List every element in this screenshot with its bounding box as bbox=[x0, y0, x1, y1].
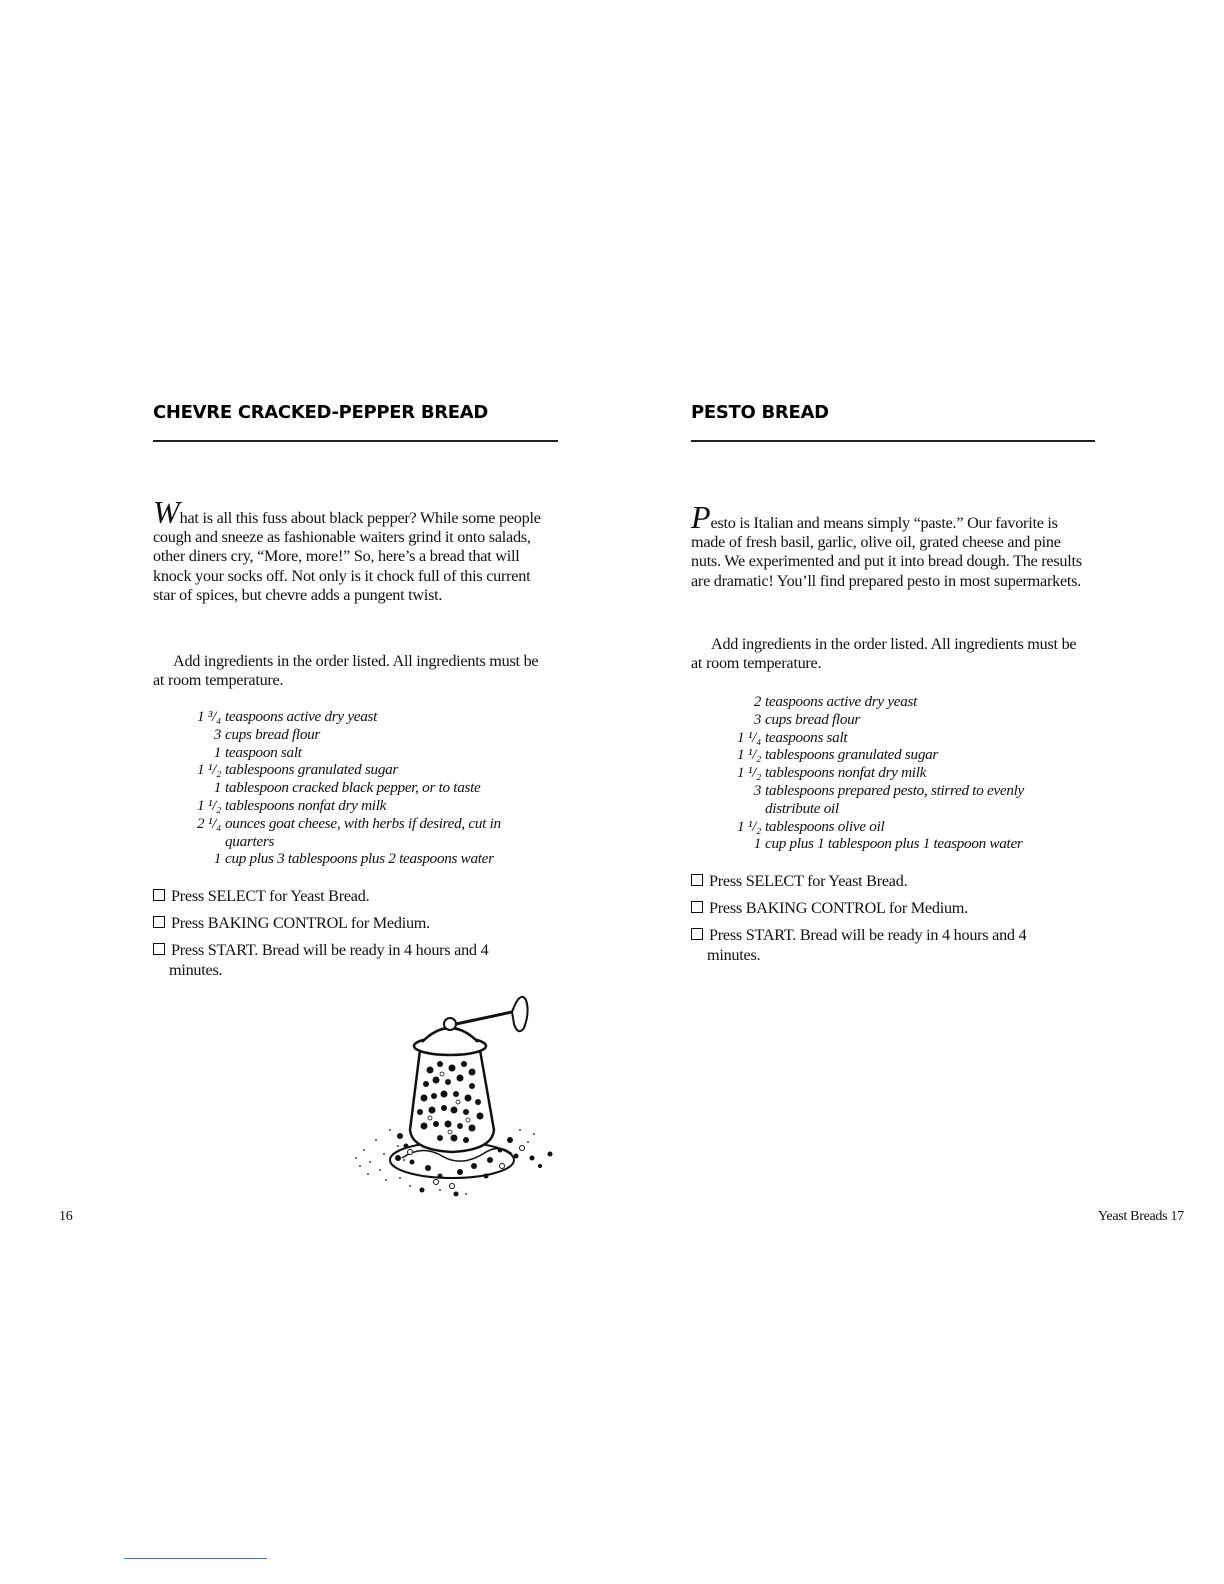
recipe-intro bbox=[691, 499, 1091, 591]
ingredient-qty: 1 ¹/₂ bbox=[737, 817, 761, 835]
ingredient-desc: tablespoons nonfat dry milk bbox=[765, 764, 927, 782]
ingredient-qty: 1 bbox=[213, 743, 221, 761]
recipe-title: PESTO BREAD bbox=[691, 402, 829, 423]
ingredient-desc: cup plus 1 tablespoon plus 1 teaspoon water bbox=[765, 835, 1023, 853]
ingredient-desc: tablespoons granulated sugar bbox=[765, 746, 939, 764]
ingredient-qty: 3 bbox=[753, 710, 761, 728]
step-list bbox=[153, 887, 539, 988]
step-item bbox=[691, 926, 1077, 964]
recipe-instructions: Add ingredients in the order listed. All ingredients must be at room temperature. bbox=[691, 635, 1077, 673]
ingredient-desc: ounces goat cheese, with herbs if desired, cut in quarters bbox=[225, 814, 501, 850]
ingredient-item bbox=[181, 815, 525, 851]
ingredient-desc: tablespoons granulated sugar bbox=[225, 761, 399, 779]
ingredient-qty: 3 bbox=[753, 781, 761, 799]
pepper-grinder-icon bbox=[340, 990, 560, 1200]
step-text: Press SELECT for Yeast Bread. bbox=[171, 887, 370, 905]
ingredient-desc: cups bread flour bbox=[765, 710, 861, 728]
page-number: Yeast Breads 17 bbox=[1098, 1209, 1184, 1224]
step-text: Press SELECT for Yeast Bread. bbox=[709, 872, 908, 890]
title-rule bbox=[691, 440, 1095, 442]
ingredient-qty: 1 ¹/₄ bbox=[737, 728, 761, 746]
ingredient-desc: tablespoons olive oil bbox=[765, 817, 885, 835]
ingredient-list bbox=[181, 708, 525, 868]
ingredient-desc: teaspoons active dry yeast bbox=[765, 693, 918, 710]
ingredient-desc: tablespoons prepared pesto, stirred to evenly distribute oil bbox=[765, 781, 1024, 817]
step-item bbox=[691, 872, 1077, 891]
checkbox-icon bbox=[691, 874, 703, 886]
ingredient-item bbox=[721, 729, 1065, 747]
ingredient-qty: 1 bbox=[753, 835, 761, 853]
ingredient-desc: teaspoons active dry yeast bbox=[225, 708, 378, 725]
checkbox-icon bbox=[153, 916, 165, 928]
ingredient-item bbox=[181, 726, 525, 744]
ingredient-qty: 1 ³/₄ bbox=[197, 708, 221, 725]
ingredient-item bbox=[721, 764, 1065, 782]
ingredient-desc: tablespoon cracked black pepper, or to taste bbox=[225, 779, 481, 797]
step-text: Press BAKING CONTROL for Medium. bbox=[171, 914, 430, 933]
page-number: 16 bbox=[59, 1209, 73, 1224]
ingredient-item bbox=[721, 693, 1065, 711]
ingredient-item bbox=[721, 746, 1065, 764]
checkbox-icon bbox=[691, 928, 703, 940]
ingredient-list bbox=[721, 693, 1065, 853]
ingredient-qty: 1 ¹/₂ bbox=[737, 764, 761, 782]
ingredient-desc: teaspoon salt bbox=[225, 743, 302, 761]
ingredient-item bbox=[181, 761, 525, 779]
divider-line bbox=[124, 1558, 267, 1559]
ingredient-item bbox=[721, 782, 1065, 818]
step-item bbox=[153, 941, 539, 979]
ingredient-item bbox=[721, 818, 1065, 836]
ingredient-item bbox=[181, 708, 525, 726]
ingredient-qty: 2 bbox=[753, 693, 761, 710]
ingredient-qty: 1 ¹/₂ bbox=[197, 761, 221, 779]
ingredient-item bbox=[181, 797, 525, 815]
ingredient-desc: tablespoons nonfat dry milk bbox=[225, 796, 387, 814]
intro-text: hat is all this fuss about black pepper? While some people cough and sneeze as fashionable waiters grind it onto salads, other diners cry, “More, more!” So, here’s a bread that will knock your socks off. Not only is it chock full of this current star of spices, but chevre adds a pungent twist. bbox=[153, 509, 541, 604]
intro-text: esto is Italian and means simply “paste.” Our favorite is made of fresh basil, garlic, olive oil, grated cheese and pine nuts. We experimented and put it into bread dough. The results are dramatic! You’ll find prepared pesto in most supermarkets. bbox=[691, 514, 1082, 590]
ingredient-item bbox=[181, 779, 525, 797]
drop-cap: W bbox=[153, 494, 180, 530]
checkbox-icon bbox=[153, 889, 165, 901]
ingredient-item bbox=[721, 835, 1065, 853]
checkbox-icon bbox=[691, 901, 703, 913]
step-text: Press START. Bread will be ready in 4 hours and 4 minutes. bbox=[707, 926, 1027, 964]
ingredient-item bbox=[181, 850, 525, 868]
step-text: Press BAKING CONTROL for Medium. bbox=[709, 899, 968, 918]
ingredient-qty: 1 bbox=[213, 779, 221, 797]
ingredient-item bbox=[721, 711, 1065, 729]
ingredient-desc: cups bread flour bbox=[225, 725, 321, 743]
recipe-intro bbox=[153, 494, 553, 605]
step-item bbox=[153, 887, 539, 906]
ingredient-qty: 3 bbox=[213, 725, 221, 743]
ingredient-desc: teaspoons salt bbox=[765, 728, 848, 746]
drop-cap: P bbox=[691, 499, 711, 535]
ingredient-qty: 1 ¹/₂ bbox=[737, 746, 761, 764]
step-item bbox=[153, 914, 539, 933]
recipe-title: CHEVRE CRACKED-PEPPER BREAD bbox=[153, 402, 489, 423]
step-list bbox=[691, 872, 1077, 973]
ingredient-desc: cup plus 3 tablespoons plus 2 teaspoons water bbox=[225, 850, 494, 868]
ingredient-qty: 1 bbox=[213, 850, 221, 868]
step-text: Press START. Bread will be ready in 4 hours and 4 minutes. bbox=[169, 941, 489, 979]
title-rule bbox=[153, 440, 558, 442]
step-item bbox=[691, 899, 1077, 918]
checkbox-icon bbox=[153, 943, 165, 955]
ingredient-item bbox=[181, 744, 525, 762]
recipe-instructions: Add ingredients in the order listed. All ingredients must be at room temperature. bbox=[153, 652, 539, 690]
ingredient-qty: 1 ¹/₂ bbox=[197, 796, 221, 814]
ingredient-qty: 2 ¹/₄ bbox=[197, 814, 221, 832]
